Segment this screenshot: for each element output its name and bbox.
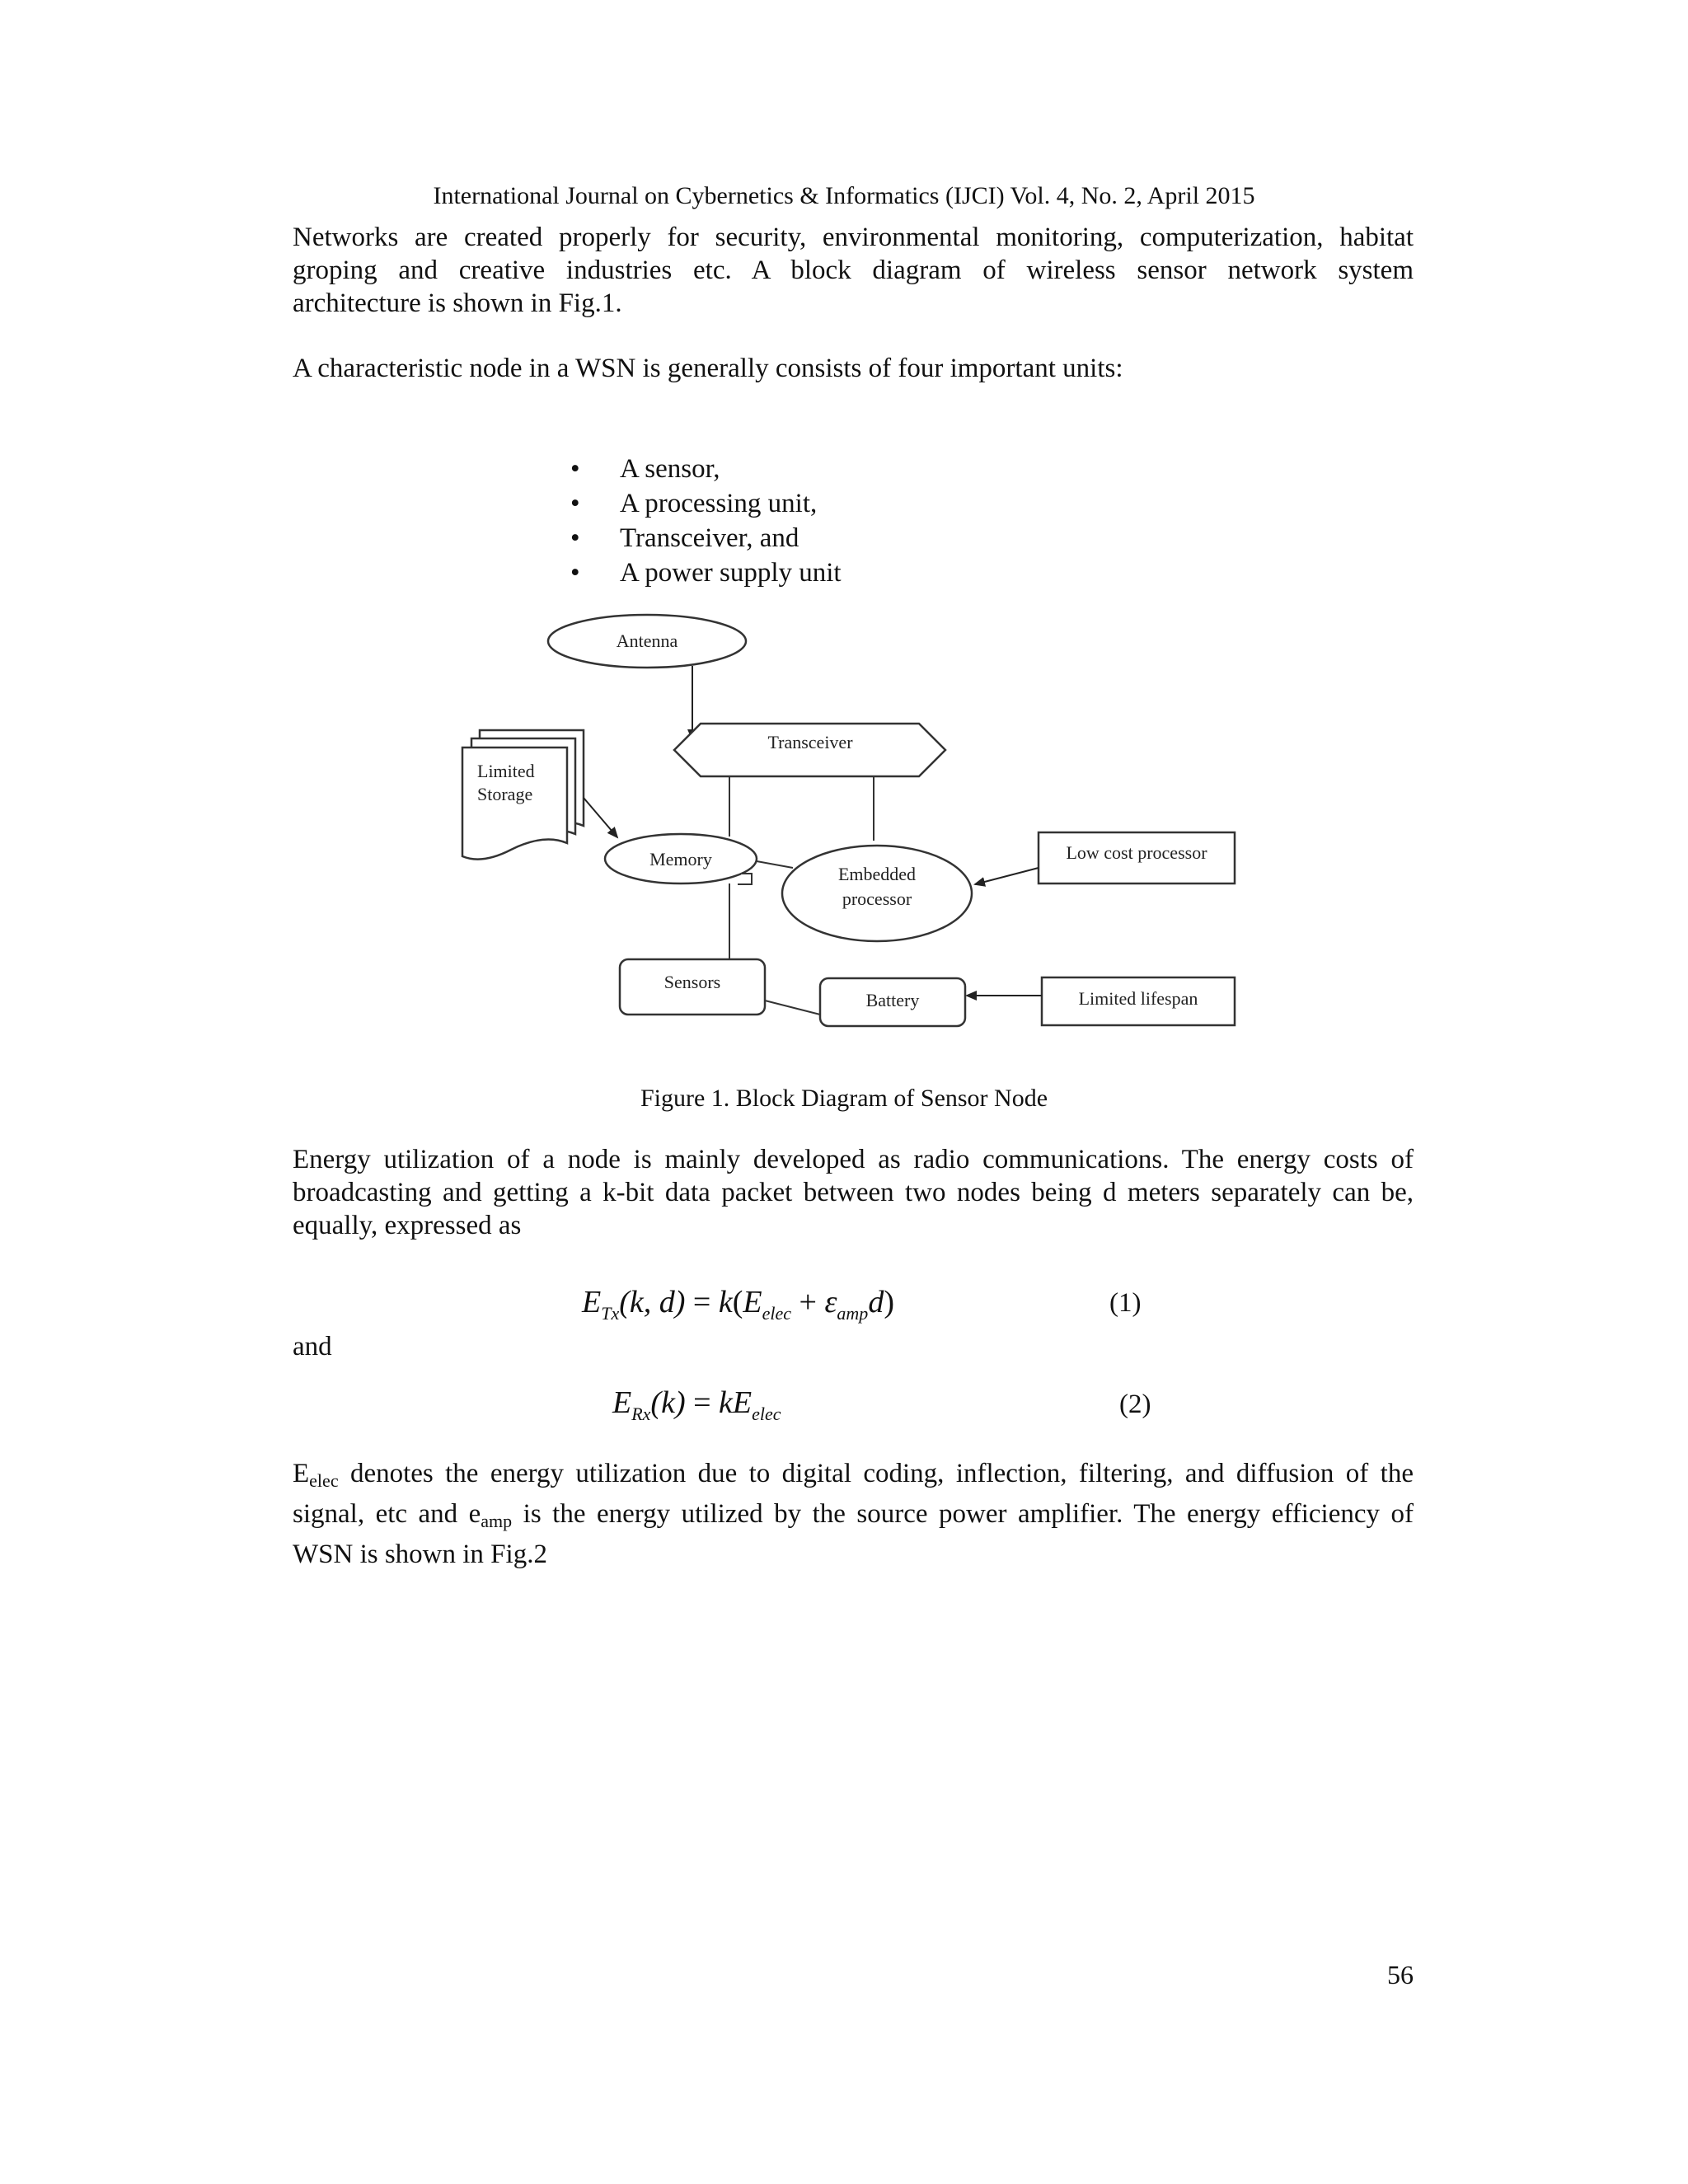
memory-label: Memory <box>649 849 712 869</box>
embedded-processor-label-2: processor <box>842 888 912 909</box>
bullet-icon: • <box>570 558 580 588</box>
sensor-node-block-diagram <box>0 0 1688 1071</box>
intro-line-3: architecture is shown in Fig.1. <box>293 288 622 318</box>
list-item: • A processing unit, <box>569 486 842 521</box>
battery-label: Battery <box>865 990 920 1010</box>
bullet-icon: • <box>570 454 580 484</box>
storage-arrow <box>584 798 617 837</box>
and-text: and <box>293 1332 332 1361</box>
definitions-paragraph <box>293 1457 1414 1571</box>
energy-line-1: Energy utilization of a node is mainly developed as radio communications. The energy costs of <box>293 1145 1414 1174</box>
page-number: 56 <box>1387 1960 1414 1990</box>
limited-storage-label-2: Storage <box>477 784 533 804</box>
list-item: • Transceiver, and <box>569 521 842 555</box>
energy-line-3: equally, expressed as <box>293 1211 522 1240</box>
definitions-line-2: signal, etc and $e_{amp}$ is the energy utilized by the source power amplifier. The energy efficiency of <box>293 1499 1414 1531</box>
limited-storage-label-1: Limited <box>477 761 535 781</box>
sensors-battery-link <box>765 1001 820 1015</box>
energy-paragraph <box>293 1143 1414 1242</box>
memory-processor-link <box>757 861 793 868</box>
limited-lifespan-label: Limited lifespan <box>1078 988 1198 1009</box>
embedded-processor-label-1: Embedded <box>837 864 917 884</box>
low-cost-arrow <box>975 868 1039 884</box>
list-item: • A power supply unit <box>569 555 842 590</box>
antenna-label: Antenna <box>616 630 678 651</box>
list-item: • A sensor, <box>569 452 842 486</box>
low-cost-processor-label: Low cost processor <box>1066 842 1207 863</box>
intro-line-2: groping and creative industries etc. A block diagram of wireless sensor network system <box>293 255 1414 285</box>
intro-line-1: Networks are created properly for security, environmental monitoring, computerization, habitat <box>293 223 1414 252</box>
units-intro-paragraph: A characteristic node in a WSN is generally consists of four important units: <box>293 354 1123 383</box>
definitions-line-3: WSN is shown in Fig.2 <box>293 1540 547 1569</box>
bullet-icon: • <box>570 523 580 553</box>
energy-line-2: broadcasting and getting a k-bit data packet between two nodes being d meters separately can be, <box>293 1178 1414 1207</box>
running-header: International Journal on Cybernetics & Informatics (IJCI) Vol. 4, No. 2, April 2015 <box>433 182 1255 209</box>
equation-2: $E_{Rx}(k) = kE_{elec}$ <box>612 1385 781 1424</box>
transceiver-label: Transceiver <box>767 732 853 752</box>
figure-caption: Figure 1. Block Diagram of Sensor Node <box>640 1085 1048 1112</box>
definitions-line-1: $E_{elec}$ denotes the energy utilization due to digital coding, inflection, filtering, and diffusion of the <box>293 1459 1414 1491</box>
equation-1: $E_{Tx}(k$, $d) = k(E_{elec} + \varepsilon_{amp}d)$ <box>582 1285 894 1324</box>
bullet-icon: • <box>570 489 580 518</box>
equation-1-number: (1) <box>1109 1288 1142 1318</box>
sensors-label: Sensors <box>663 972 721 992</box>
equation-2-number: (2) <box>1119 1390 1151 1419</box>
